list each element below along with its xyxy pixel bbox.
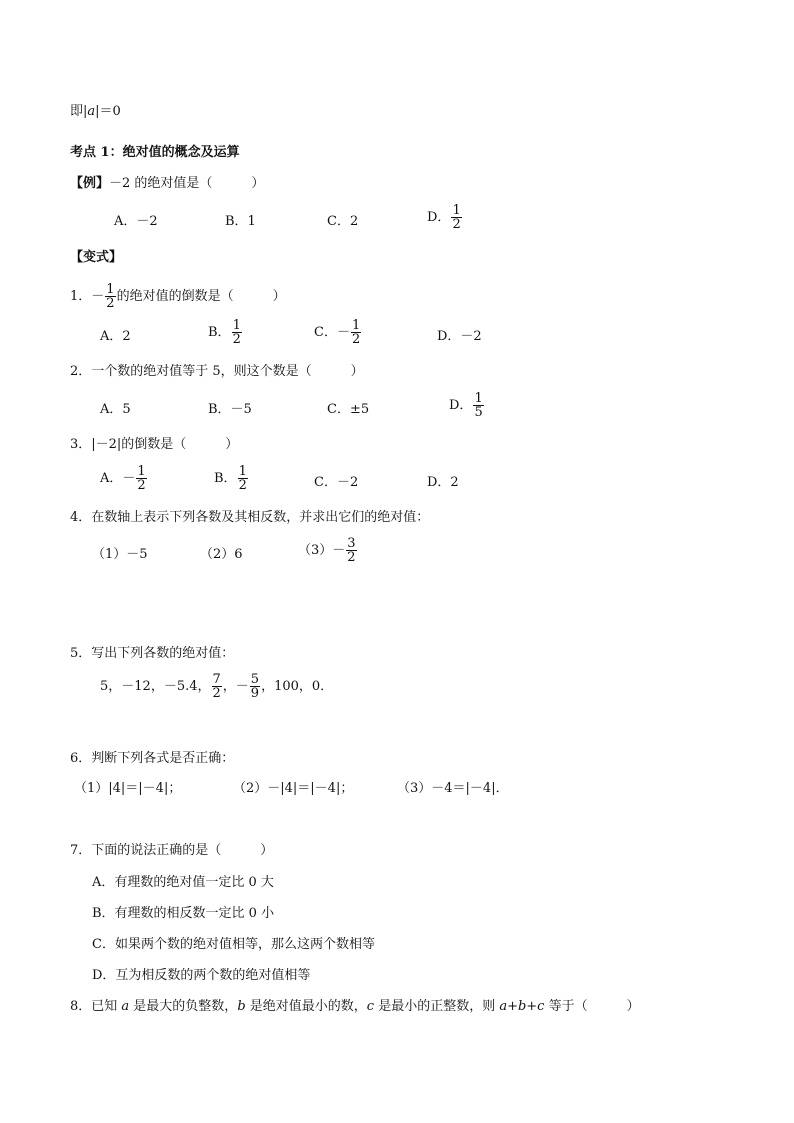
fraction-denominator: 2	[347, 550, 356, 565]
q3-option-b	[214, 465, 249, 492]
option-d-label: D．	[427, 210, 451, 225]
example-label: 【例】	[70, 176, 110, 191]
example-question	[70, 176, 264, 192]
q4-item-2: （2）6	[200, 547, 243, 562]
fraction	[238, 465, 248, 492]
fraction	[136, 465, 146, 492]
fraction-denominator: 2	[238, 478, 247, 493]
example-option-a: A．－2	[114, 214, 158, 229]
q5-number-list	[100, 673, 333, 700]
q6-item-2: （2）－|4|＝|－4|；	[233, 781, 354, 796]
list-text: ，－	[222, 679, 249, 694]
fraction	[346, 537, 356, 564]
question-text: 是最小的正整数，则	[374, 999, 500, 1014]
q2-option-d	[449, 392, 485, 419]
example-option-c: C．2	[327, 214, 359, 229]
question-3: 3．|－2|的倒数是（ ）	[70, 437, 239, 452]
fraction	[105, 283, 115, 310]
variable-b: b	[237, 999, 246, 1014]
q1-option-c	[314, 319, 362, 346]
question-7: 7．下面的说法正确的是（ ）	[70, 843, 274, 858]
q6-item-1: （1）|4|＝|－4|；	[74, 781, 182, 796]
intro-prefix: 即|	[70, 104, 88, 119]
fraction	[351, 319, 361, 346]
fraction-numerator: 1	[232, 318, 241, 333]
question-6: 6．判断下列各式是否正确：	[70, 751, 235, 766]
q1-option-d: D．－2	[437, 329, 482, 344]
q7-option-b: B．有理数的相反数一定比 0 小	[92, 906, 275, 921]
example-text: －2 的绝对值是（ ）	[109, 176, 265, 191]
question-5: 5．写出下列各数的绝对值：	[70, 646, 235, 661]
question-text: 的绝对值的倒数是（ ）	[116, 289, 286, 304]
option-label: B．	[208, 325, 231, 340]
list-text: ，100，0．	[261, 679, 334, 694]
q7-option-a: A．有理数的绝对值一定比 0 大	[92, 875, 274, 890]
question-2: 2．一个数的绝对值等于 5，则这个数是（ ）	[70, 364, 364, 379]
expression: a+b+c	[499, 999, 545, 1014]
fraction-numerator: 1	[474, 391, 483, 406]
fraction-numerator: 1	[238, 464, 247, 479]
example-option-d	[427, 204, 463, 231]
q4-item-1: （1）－5	[92, 547, 148, 562]
fraction-numerator: 1	[106, 282, 115, 297]
question-8	[70, 999, 640, 1015]
fraction-denominator: 5	[474, 405, 483, 420]
fraction-numerator: 7	[212, 672, 221, 687]
question-4: 4．在数轴上表示下列各数及其相反数，并求出它们的绝对值：	[70, 510, 430, 525]
variable-a: a	[121, 999, 130, 1014]
list-text: 5，－12，－5.4，	[100, 679, 211, 694]
intro-suffix: |＝0	[95, 104, 121, 119]
fraction-denominator: 9	[250, 686, 260, 701]
variable-c: c	[366, 999, 375, 1014]
q3-option-d: D．2	[427, 475, 459, 490]
question-text: 是最大的负整数，	[129, 999, 238, 1014]
q7-option-c: C．如果两个数的绝对值相等，那么这两个数相等	[92, 937, 375, 952]
fraction-numerator: 1	[351, 318, 361, 333]
fraction-denominator: 2	[137, 478, 146, 493]
item-label: （3）－	[298, 543, 346, 558]
fraction-numerator: 5	[250, 672, 260, 687]
fraction	[473, 392, 483, 419]
q3-option-a	[100, 465, 148, 492]
fraction-numerator: 3	[347, 536, 356, 551]
fraction-denominator: 2	[452, 217, 461, 232]
q7-option-d: D．互为相反数的两个数的绝对值相等	[92, 968, 311, 983]
q6-item-3: （3）－4＝|－4|．	[397, 781, 509, 796]
fraction-denominator: 2	[106, 296, 115, 311]
variant-label: 【变式】	[70, 250, 123, 265]
question-text: 8．已知	[70, 999, 122, 1014]
option-label: D．	[449, 398, 473, 413]
fraction	[250, 673, 260, 700]
question-number: 1．	[70, 289, 92, 304]
q1-option-b	[208, 319, 243, 346]
q2-option-a: A．5	[100, 402, 131, 417]
fraction-numerator: 1	[452, 203, 461, 218]
intro-line	[70, 104, 121, 120]
question-text: 等于（ ）	[544, 999, 640, 1014]
question-1	[70, 283, 286, 310]
fraction-numerator: 1	[137, 464, 146, 479]
fraction	[451, 204, 461, 231]
fraction-denominator: 2	[212, 686, 221, 701]
example-option-b: B．1	[225, 214, 256, 229]
minus-sign: －	[91, 289, 105, 304]
fraction	[212, 673, 222, 700]
q2-option-b: B．－5	[208, 402, 252, 417]
intro-var: a	[87, 104, 96, 119]
fraction	[232, 319, 242, 346]
q1-option-a: A．2	[100, 329, 131, 344]
q4-item-3	[298, 537, 358, 564]
q3-option-c: C．－2	[314, 475, 359, 490]
section-title: 考点 1：绝对值的概念及运算	[70, 145, 240, 160]
fraction-denominator: 2	[232, 332, 241, 347]
q2-option-c: C．±5	[327, 402, 370, 417]
option-label: B．	[214, 471, 237, 486]
question-text: 是绝对值最小的数，	[245, 999, 367, 1014]
option-label: C．－	[314, 325, 350, 340]
option-label: A．－	[100, 471, 136, 486]
fraction-denominator: 2	[351, 332, 361, 347]
